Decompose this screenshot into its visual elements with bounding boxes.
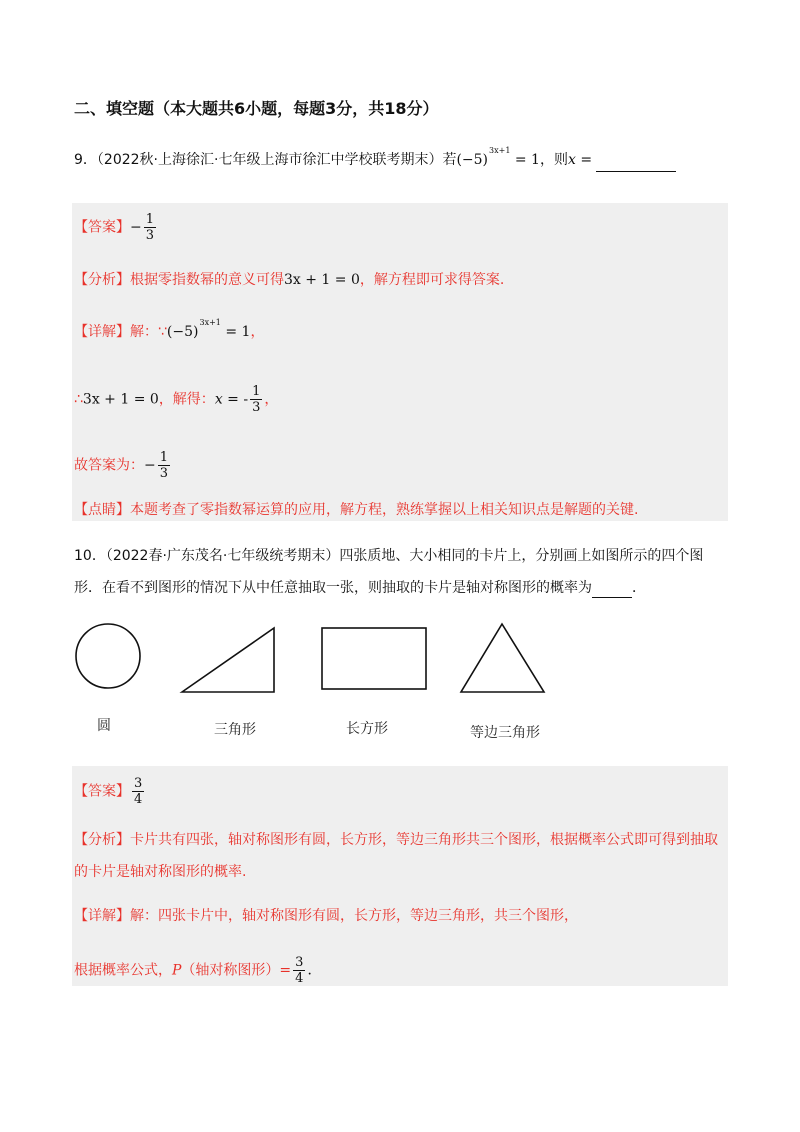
analysis-text-1: 卡片共有四张，轴对称图形有圆，长方形，等边三角形共三个图形，根据概率公式即可得到抽取 — [130, 832, 718, 848]
detail-label: 【详解】 — [74, 324, 130, 340]
detail-equals-one: = 1 — [220, 324, 251, 340]
fraction-numerator: 1 — [159, 450, 169, 465]
fraction-denominator: 3 — [252, 400, 261, 415]
question-end: ． — [632, 580, 646, 596]
variable-x: x — [567, 152, 576, 168]
fraction-numerator: 3 — [134, 776, 143, 791]
answer-label: 【答案】 — [74, 219, 130, 236]
probability-symbol: P — [172, 962, 182, 979]
question-number: 9． — [74, 152, 97, 168]
analysis-text-2: 的卡片是轴对称图形的概率. — [74, 864, 247, 880]
analysis-pre: 根据零指数幂的意义可得 — [130, 272, 284, 288]
rectangle-figure — [322, 628, 426, 689]
detail-9-step2 — [74, 384, 278, 415]
power-base: (−5) — [456, 152, 489, 168]
section-title: 二、填空题（本大题共6小题，每题3分，共18分） — [74, 99, 439, 118]
detail-10-line2 — [74, 955, 321, 986]
detail-9 — [74, 318, 265, 344]
analysis-10-line2 — [74, 862, 246, 882]
answer-fraction — [132, 776, 144, 807]
caption-triangle: 三角形 — [214, 722, 256, 738]
solution-x: x — [214, 391, 223, 408]
analysis-label: 【分析】 — [74, 832, 130, 848]
detail-text-2: 根据概率公式， — [74, 962, 172, 979]
fraction-denominator: 4 — [295, 971, 304, 986]
final-answer-9 — [74, 450, 172, 481]
question-prefix: 若 — [442, 152, 457, 168]
comment-text: 本题考查了零指数幂运算的应用，解方程，熟练掌握以上相关知识点是解题的关键. — [130, 502, 639, 518]
equals-one: = 1 — [510, 152, 540, 168]
analysis-9 — [74, 270, 504, 290]
answer-sign: − — [130, 219, 142, 236]
probability-paren: （轴对称图形）= — [181, 962, 292, 979]
answer-blank — [596, 171, 676, 172]
caption-equilateral-triangle: 等边三角形 — [470, 725, 540, 741]
analysis-label: 【分析】 — [74, 272, 130, 288]
question-number: 10． — [74, 548, 106, 564]
final-pre: 故答案为： — [74, 457, 144, 474]
detail-comma: ， — [250, 324, 265, 340]
detail-exponent: 3x+1 — [199, 318, 221, 327]
answer-9 — [74, 212, 158, 243]
detail-pre: 解：∵ — [130, 324, 167, 340]
detail-solved: ，解得： — [158, 391, 215, 408]
comment-label: 【点睛】 — [74, 502, 130, 518]
question-9 — [74, 146, 676, 172]
fraction-denominator: 3 — [159, 466, 169, 481]
final-comma: ， — [264, 391, 279, 408]
question-10-line1 — [74, 546, 703, 566]
detail-base: (−5) — [166, 324, 199, 340]
answer-label: 【答案】 — [74, 783, 130, 800]
solution-equals: = - — [222, 391, 249, 408]
equals-sign: = — [575, 152, 593, 168]
analysis-equation: 3x + 1 = 0 — [284, 272, 360, 288]
figures-row — [70, 615, 560, 705]
question-then: ，则 — [539, 152, 568, 168]
fraction-denominator: 4 — [134, 792, 143, 807]
caption-circle: 圆 — [97, 718, 111, 734]
probability-fraction — [293, 955, 305, 986]
fraction-numerator: 3 — [295, 955, 304, 970]
solution-fraction — [250, 384, 262, 415]
question-source: （2022秋·上海徐汇·七年级上海市徐汇中学校联考期末） — [96, 152, 443, 168]
caption-rectangle: 长方形 — [346, 721, 388, 737]
analysis-10 — [74, 830, 718, 850]
equilateral-triangle-figure — [461, 624, 544, 692]
detail-text-1: 解：四张卡片中，轴对称图形有圆，长方形，等边三角形，共三个图形， — [130, 908, 578, 924]
final-fraction — [158, 450, 170, 481]
fraction-numerator: 1 — [145, 212, 155, 227]
detail-10 — [74, 906, 578, 926]
answer-blank — [592, 597, 632, 598]
fraction-numerator: 1 — [252, 384, 261, 399]
answer-10 — [74, 776, 146, 807]
detail-end: ． — [307, 962, 322, 979]
detail-equation: 3x + 1 = 0 — [82, 391, 159, 408]
question-10-line2 — [74, 578, 646, 598]
question-text-1: （2022春·广东茂名·七年级统考期末）四张质地、大小相同的卡片上，分别画上如图所示的四个图 — [105, 548, 704, 564]
right-triangle-figure — [182, 628, 274, 692]
analysis-post: ，解方程即可求得答案. — [359, 272, 505, 288]
final-sign: − — [144, 457, 156, 474]
therefore-symbol: ∴ — [74, 391, 83, 408]
answer-fraction — [144, 212, 156, 243]
detail-label: 【详解】 — [74, 908, 130, 924]
question-text-2: 形．在看不到图形的情况下从中任意抽取一张，则抽取的卡片是轴对称图形的概率为 — [74, 580, 592, 596]
power-exponent: 3x+1 — [489, 146, 511, 155]
fraction-denominator: 3 — [145, 228, 155, 243]
circle-figure — [76, 624, 140, 688]
comment-9 — [74, 500, 638, 520]
